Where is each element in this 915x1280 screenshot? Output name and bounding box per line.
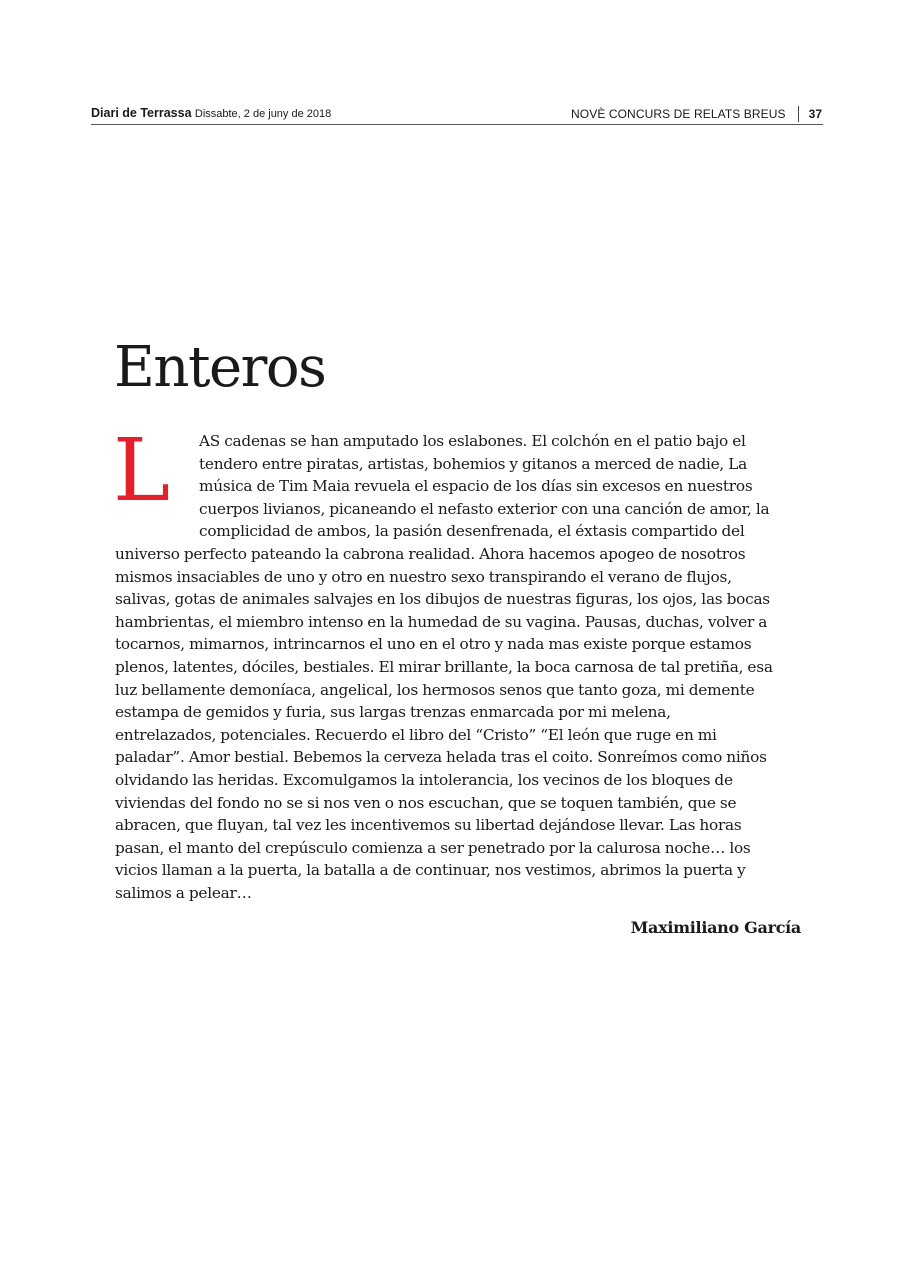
article-title: Enteros [114, 335, 326, 400]
body-line: estampa de gemidos y furia, sus largas trenzas enmarcada por mi melena, [115, 703, 671, 722]
body-line: tendero entre piratas, artistas, bohemios y gitanos a merced de nadie, La [199, 454, 748, 473]
section-title: NOVÈ CONCURS DE RELATS BREUS [571, 107, 786, 121]
body-line: música de Tim Maia revuela el espacio de los días sin excesos en nuestros [199, 477, 753, 496]
body-line: hambrientas, el miembro intenso en la humedad de su vagina. Pausas, duchas, volver a [115, 612, 768, 631]
body-line: vicios llaman a la puerta, la batalla a de continuar, nos vestimos, abrimos la puerta y [115, 861, 746, 880]
body-line: tocarnos, mimarnos, intrincarnos el uno en el otro y nada mas existe porque estamos [115, 635, 752, 654]
header-masthead [91, 106, 331, 120]
body-line: mismos insaciables de uno y otro en nuestro sexo transpirando el verano de flujos, [115, 567, 732, 586]
publication-date: Dissabte, 2 de juny de 2018 [194, 108, 332, 120]
header-section [571, 104, 823, 124]
newspaper-name: Diari de Terrassa [91, 106, 192, 120]
body-line: olvidando las heridas. Excomulgamos la intolerancia, los vecinos de los bloques de [115, 770, 733, 789]
page-number: 37 [808, 107, 822, 121]
body-line: luz bellamente demoníaca, angelical, los hermosos senos que tanto goza, mi demente [115, 680, 755, 699]
header-divider [798, 106, 799, 122]
body-line: abracen, que fluyan, tal vez les incentivemos su libertad dejándose llevar. Las horas [115, 816, 742, 835]
drop-cap: L [113, 421, 171, 521]
body-line: paladar”. Amor bestial. Bebemos la cerveza helada tras el coito. Sonreímos como niños [115, 748, 767, 767]
body-line: plenos, latentes, dóciles, bestiales. El mirar brillante, la boca carnosa de tal pretiña, esa [115, 657, 773, 676]
article-body [115, 430, 800, 904]
page-header [91, 104, 823, 125]
body-line: salimos a pelear… [115, 883, 252, 902]
body-line: universo perfecto pateando la cabrona realidad. Ahora hacemos apogeo de nosotros [115, 544, 746, 563]
body-line: salivas, gotas de animales salvajes en los dibujos de nuestras figuras, los ojos, las bocas [115, 590, 770, 609]
body-line: AS cadenas se han amputado los eslabones. El colchón en el patio bajo el [199, 432, 746, 450]
body-line: cuerpos livianos, picaneando el nefasto exterior con una canción de amor, la [199, 499, 770, 518]
author-byline: Maximiliano García [630, 918, 801, 937]
body-line: entrelazados, potenciales. Recuerdo el libro del “Cristo” “El león que ruge en mi [115, 725, 717, 744]
body-line: viviendas del fondo no se si nos ven o nos escuchan, que se toquen también, que se [115, 793, 737, 812]
body-line: pasan, el manto del crepúsculo comienza a ser penetrado por la calurosa noche… los [115, 838, 751, 857]
body-line: complicidad de ambos, la pasión desenfrenada, el éxtasis compartido del [199, 522, 745, 541]
